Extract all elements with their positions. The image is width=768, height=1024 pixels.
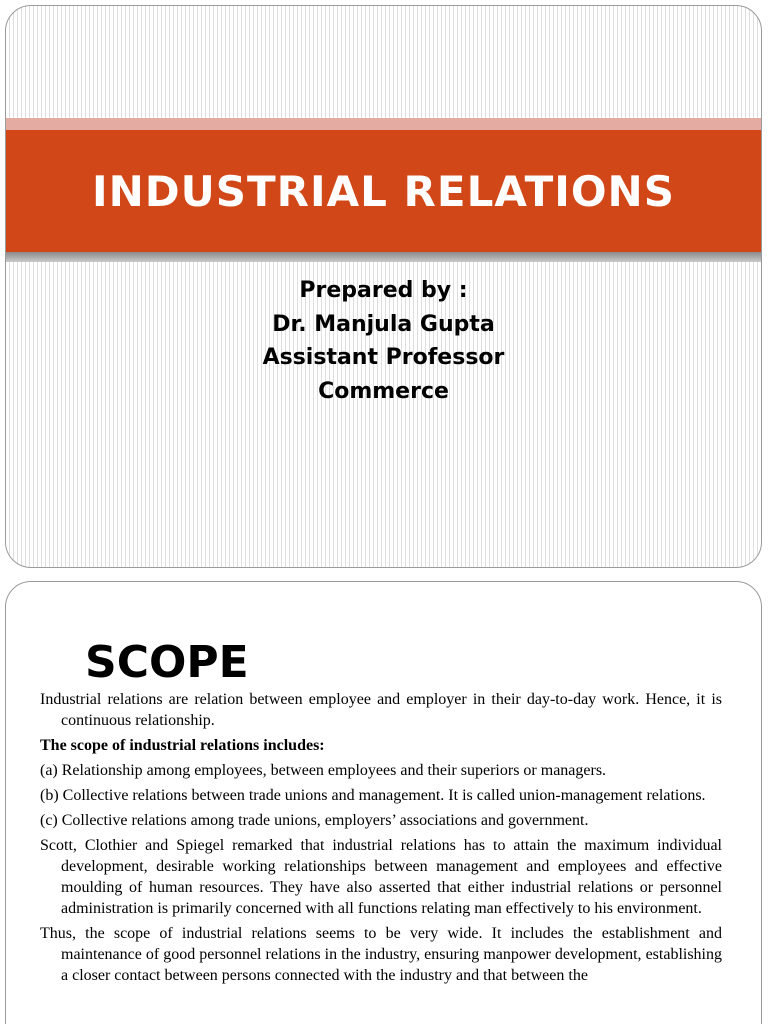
paragraph-item-c: (c) Collective relations among trade unions, employers’ associations and government. <box>40 812 589 829</box>
paragraph-scott-quote: Scott, Clothier and Spiegel remarked that industrial relations has to attain the maximum individual development, desirable working relationships between management and employees and effective moulding of human resources. They have also asserted that either industrial relations or personnel administration is primarily concerned with all functions relating man effectively to his environment. <box>40 837 722 917</box>
scope-body <box>40 689 722 990</box>
author-block <box>6 274 761 408</box>
scope-slide <box>5 581 762 1024</box>
title-band <box>6 130 761 252</box>
title-slide <box>5 5 762 568</box>
paragraph-definition: Industrial relations are relation between employee and employer in their day-to-day work. Hence, it is continuous relationship. <box>40 691 722 729</box>
prepared-by-label: Prepared by : <box>299 278 468 303</box>
paragraph-item-b: (b) Collective relations between trade unions and management. It is called union-management relations. <box>40 787 706 804</box>
paragraph-scope-intro: The scope of industrial relations includes: <box>40 737 325 754</box>
author-department: Commerce <box>318 378 449 404</box>
title-shadow-strip <box>6 252 761 262</box>
title-top-accent-strip <box>6 118 761 130</box>
paragraph-item-a: (a) Relationship among employees, between employees and their superiors or managers. <box>40 762 607 779</box>
scope-heading: SCOPE <box>85 637 249 688</box>
paragraph-conclusion: Thus, the scope of industrial relations seems to be very wide. It includes the establishment and maintenance of good personnel relations in the industry, ensuring manpower development, establishing a closer contact between persons connected with the industry and that between the <box>40 925 722 984</box>
author-designation: Assistant Professor <box>262 345 505 370</box>
author-name: Dr. Manjula Gupta <box>272 311 495 337</box>
slide-title: INDUSTRIAL RELATIONS <box>92 166 675 216</box>
